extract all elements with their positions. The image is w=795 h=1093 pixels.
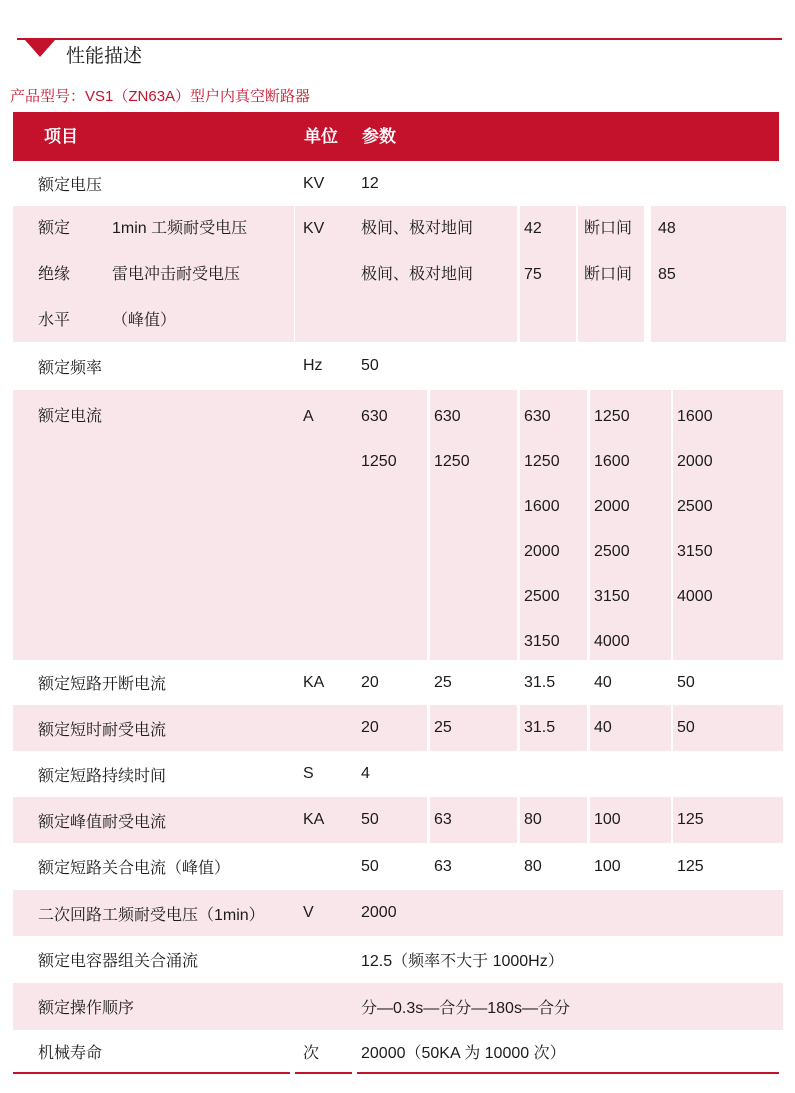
table-row-rated-voltage bbox=[13, 161, 779, 206]
row-unit bbox=[295, 843, 360, 890]
rated-current-col-5: 1600 2000 2500 3150 4000 bbox=[673, 390, 783, 660]
row-unit: KA bbox=[303, 673, 325, 691]
row-label: 额定频率 bbox=[38, 359, 103, 377]
row-value: 12 bbox=[361, 174, 379, 192]
section-divider-line bbox=[17, 38, 782, 40]
row-unit bbox=[295, 705, 360, 751]
row-value: 31.5 bbox=[524, 673, 556, 691]
row-label: 机械寿命 bbox=[38, 1044, 103, 1062]
rated-current-col-1: 630 1250 bbox=[357, 390, 427, 660]
row-value: 50 bbox=[361, 357, 379, 374]
table-header-param: 参数 bbox=[362, 127, 396, 146]
row-value: 20000（50KA 为 10000 次） bbox=[361, 1044, 566, 1062]
row-value: 31.5 bbox=[520, 705, 587, 751]
row-unit: A bbox=[295, 390, 360, 660]
row-value: 50 bbox=[361, 857, 379, 875]
table-bottom-rule bbox=[13, 1072, 290, 1074]
product-model-text: 产品型号：VS1（ZN63A）型户内真空断路器 bbox=[10, 88, 311, 105]
table-row-short-withstand-current bbox=[13, 705, 779, 751]
table-bottom-rule bbox=[357, 1072, 779, 1074]
row-unit: 次 bbox=[303, 1044, 320, 1062]
row-value: 125 bbox=[673, 797, 783, 843]
row-label: 额定短时耐受电流 bbox=[13, 705, 315, 751]
row-value: 4 bbox=[361, 765, 370, 782]
table-row-rated-frequency bbox=[13, 342, 779, 390]
table-row-peak-withstand-current bbox=[13, 797, 779, 843]
table-row-capacitor-inrush bbox=[13, 936, 779, 983]
row-value: 100 bbox=[590, 797, 671, 843]
table-row-short-circuit-duration bbox=[13, 751, 779, 797]
row-label: 额定电容器组关合涌流 bbox=[38, 953, 199, 970]
row-value: 25 bbox=[430, 705, 517, 751]
table-row-insulation-level bbox=[13, 206, 779, 342]
row-label: 额定短路开断电流 bbox=[38, 676, 167, 693]
insulation-scope: 极间、极对地间 极间、极对地间 bbox=[357, 206, 517, 342]
rated-current-col-2: 630 1250 bbox=[430, 390, 517, 660]
row-unit: S bbox=[303, 765, 314, 782]
row-value: 25 bbox=[434, 673, 452, 691]
row-value: 2000 bbox=[357, 890, 783, 936]
row-label: 额定操作顺序 bbox=[13, 983, 315, 1030]
insulation-values: 42 75 bbox=[520, 206, 576, 342]
row-value: 20 bbox=[361, 673, 379, 691]
row-label: 额定电压 bbox=[38, 177, 103, 194]
table-row-mechanical-life bbox=[13, 1030, 779, 1072]
table-header-item: 项目 bbox=[44, 127, 78, 146]
table-row-operating-sequence bbox=[13, 983, 779, 1030]
insulation-descriptions: 1min 工频耐受电压 雷电冲击耐受电压 （峰值） bbox=[108, 206, 294, 342]
table-bottom-rule bbox=[295, 1072, 352, 1074]
row-unit bbox=[295, 983, 360, 1030]
table-header-unit: 单位 bbox=[304, 127, 338, 146]
row-value: 40 bbox=[590, 705, 671, 751]
table-row-rated-current bbox=[13, 390, 779, 660]
insulation-gap-values: 48 85 bbox=[651, 206, 786, 342]
insulation-gap-labels: 断口间 断口间 bbox=[578, 206, 644, 342]
row-label: 二次回路工频耐受电压（1min） bbox=[13, 890, 315, 936]
table-header-row bbox=[13, 112, 779, 161]
table-row-secondary-withstand-voltage bbox=[13, 890, 779, 936]
row-unit: KV bbox=[303, 174, 325, 192]
row-value: 分—0.3s—合分—180s—合分 bbox=[357, 983, 783, 1030]
row-unit: KA bbox=[295, 797, 360, 843]
row-value: 80 bbox=[524, 857, 542, 875]
table-row-breaking-current bbox=[13, 660, 779, 705]
section-title: 性能描述 bbox=[66, 46, 143, 67]
rated-current-col-4: 1250 1600 2000 2500 3150 4000 bbox=[590, 390, 671, 660]
row-label: 额定电流 bbox=[13, 390, 315, 660]
insulation-label: 额定 绝缘 水平 bbox=[13, 206, 128, 342]
section-marker-triangle-icon bbox=[25, 40, 55, 57]
row-value: 50 bbox=[673, 705, 783, 751]
row-value: 80 bbox=[520, 797, 587, 843]
row-value: 40 bbox=[594, 673, 612, 691]
row-value: 63 bbox=[434, 857, 452, 875]
row-value: 125 bbox=[677, 857, 704, 875]
row-label: 额定短路持续时间 bbox=[38, 767, 167, 785]
row-value: 63 bbox=[430, 797, 517, 843]
row-value: 20 bbox=[357, 705, 427, 751]
row-value: 50 bbox=[677, 673, 695, 691]
table-row-making-current bbox=[13, 843, 779, 890]
row-value: 12.5（频率不大于 1000Hz） bbox=[361, 953, 564, 970]
row-value: 50 bbox=[357, 797, 427, 843]
row-value: 100 bbox=[594, 857, 621, 875]
row-unit: V bbox=[295, 890, 360, 936]
row-unit: Hz bbox=[303, 357, 323, 374]
rated-current-col-3: 630 1250 1600 2000 2500 3150 bbox=[520, 390, 587, 660]
row-label: 额定短路关合电流（峰值） bbox=[38, 860, 231, 877]
spec-table bbox=[13, 112, 779, 1074]
insulation-unit: KV bbox=[295, 206, 360, 342]
row-label: 额定峰值耐受电流 bbox=[13, 797, 315, 843]
row-unit bbox=[295, 936, 360, 983]
